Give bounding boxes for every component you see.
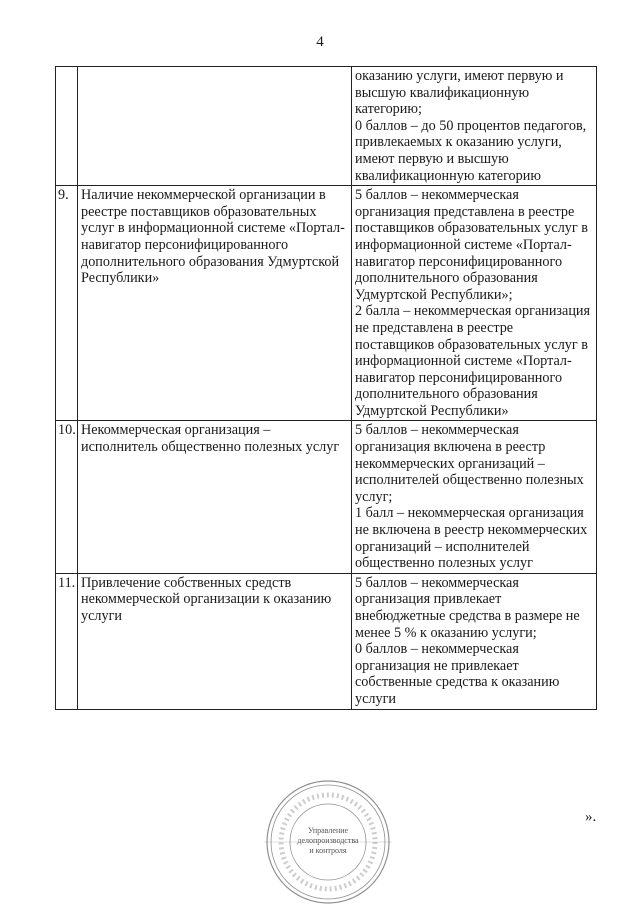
table-row xyxy=(56,67,597,186)
criterion-name xyxy=(78,67,352,186)
score-line: 5 баллов – некоммерческая организация привлекает внебюджетные средства в размере не менее 5 % к оказанию услуги; xyxy=(355,574,580,641)
score-line: 1 балл – некоммерческая организация не включена в реестр некоммерческих организаций – исполнителей общественно полезных услуг xyxy=(355,505,588,572)
score-line: оказанию услуги, имеют первую и высшую квалификационную категорию; xyxy=(355,68,564,118)
criterion-scores xyxy=(352,67,597,186)
stamp-text-line: и контроля xyxy=(309,846,347,855)
criterion-scores xyxy=(352,421,597,573)
criterion-scores xyxy=(352,573,597,709)
score-line: 0 баллов – некоммерческая организация не привлекает собственные средства к оказанию услуги xyxy=(355,641,560,707)
closing-quote-mark: ». xyxy=(585,809,597,825)
criterion-name: Некоммерческая организация – исполнитель общественно полезных услуг xyxy=(78,421,352,573)
criterion-name: Наличие некоммерческой организации в реестре поставщиков образовательных услуг в информационной системе «Портал-навигатор персонифицированного дополнительного образования Удмуртской Республики» xyxy=(78,186,352,421)
row-number: 9. xyxy=(56,186,78,421)
score-line: 0 баллов – до 50 процентов педагогов, привлекаемых к оказанию услуги, имеют первую и высшую квалификационную категорию xyxy=(355,117,587,184)
score-line: 2 балла – некоммерческая организация не представлена в реестре поставщиков образовательных услуг в информационной системе «Портал-навигатор персонифицированного дополнительного образования Удмуртской Республики» xyxy=(355,303,591,419)
criterion-scores xyxy=(352,186,597,421)
criteria-table xyxy=(55,66,597,710)
criterion-name: Привлечение собственных средств некоммерческой организации к оказанию услуги xyxy=(78,573,352,709)
table-row xyxy=(56,573,597,709)
score-line: 5 баллов – некоммерческая организация включена в реестр некоммерческих организаций – исполнителей общественно полезных услуг; xyxy=(355,422,584,505)
official-seal-stamp xyxy=(264,778,392,906)
table-row xyxy=(56,421,597,573)
page-number: 4 xyxy=(316,34,324,50)
stamp-text-line: делопроизводства xyxy=(297,836,359,845)
row-number: 11. xyxy=(56,573,78,709)
row-number xyxy=(56,67,78,186)
row-number: 10. xyxy=(56,421,78,573)
table-row xyxy=(56,186,597,421)
stamp-text-line: Управление xyxy=(307,826,349,835)
score-line: 5 баллов – некоммерческая организация представлена в реестре поставщиков образовательных услуг в информационной системе «Портал-навигатор персонифицированного дополнительного образования Удмуртской Республики»; xyxy=(355,187,588,303)
